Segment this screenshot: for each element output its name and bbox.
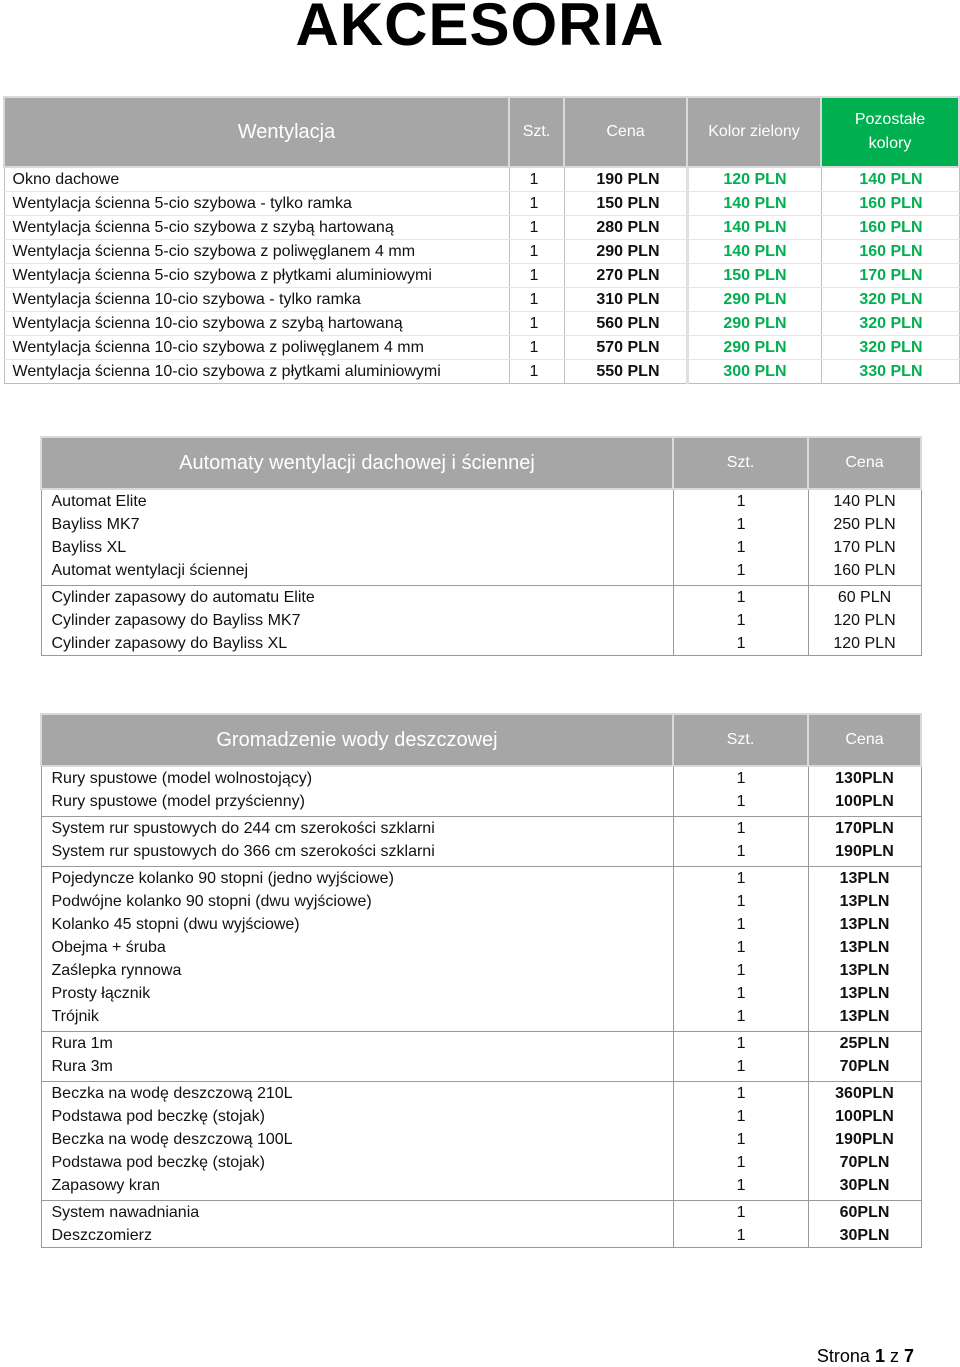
footer-page: 1 bbox=[874, 1346, 885, 1366]
item-name: Bayliss MK7 bbox=[41, 513, 673, 536]
item-qty: 1 bbox=[673, 1128, 808, 1151]
item-qty: 1 bbox=[673, 609, 808, 632]
rainwater-header-row bbox=[41, 714, 921, 766]
item-price: 60PLN bbox=[808, 1201, 921, 1225]
item-price: 570 PLN bbox=[564, 336, 687, 360]
item-price: 150 PLN bbox=[564, 192, 687, 216]
item-qty: 1 bbox=[673, 1174, 808, 1197]
item-qty: 1 bbox=[509, 336, 564, 360]
table-row bbox=[41, 489, 921, 513]
item-price: 250 PLN bbox=[808, 513, 921, 536]
item-name: Zaślepka rynnowa bbox=[41, 959, 673, 982]
table-row bbox=[4, 336, 959, 360]
item-qty: 1 bbox=[673, 817, 808, 841]
table-row bbox=[4, 240, 959, 264]
item-price: 70PLN bbox=[808, 1151, 921, 1174]
item-name: Deszczomierz bbox=[41, 1224, 673, 1248]
table-row bbox=[41, 890, 921, 913]
item-price: 30PLN bbox=[808, 1174, 921, 1197]
item-green-price: 140 PLN bbox=[687, 240, 821, 264]
ventilation-header-other: Pozostałe kolory bbox=[821, 97, 959, 167]
ventilation-header-qty: Szt. bbox=[509, 97, 564, 167]
item-other-price: 330 PLN bbox=[821, 360, 959, 384]
footer-middle: z bbox=[889, 1346, 899, 1366]
table-row bbox=[4, 216, 959, 240]
item-other-price: 160 PLN bbox=[821, 240, 959, 264]
table-row bbox=[41, 632, 921, 656]
item-qty: 1 bbox=[673, 840, 808, 863]
table-row bbox=[41, 840, 921, 863]
item-price: 120 PLN bbox=[808, 632, 921, 656]
item-name: Zapasowy kran bbox=[41, 1174, 673, 1197]
item-name: Wentylacja ścienna 10-cio szybowa z poliwęglanem 4 mm bbox=[4, 336, 509, 360]
item-name: Wentylacja ścienna 5-cio szybowa - tylko ramka bbox=[4, 192, 509, 216]
item-qty: 1 bbox=[509, 192, 564, 216]
item-other-price: 320 PLN bbox=[821, 288, 959, 312]
table-row bbox=[41, 766, 921, 790]
table-row bbox=[4, 167, 959, 192]
page-title: AKCESORIA bbox=[295, 0, 665, 58]
rainwater-header-qty: Szt. bbox=[673, 714, 808, 766]
item-name: Wentylacja ścienna 10-cio szybowa z szybą hartowaną bbox=[4, 312, 509, 336]
item-qty: 1 bbox=[673, 536, 808, 559]
table-row bbox=[41, 867, 921, 891]
item-qty: 1 bbox=[509, 167, 564, 192]
item-green-price: 290 PLN bbox=[687, 312, 821, 336]
item-name: Okno dachowe bbox=[4, 167, 509, 192]
item-price: 160 PLN bbox=[808, 559, 921, 582]
item-name: Beczka na wodę deszczową 100L bbox=[41, 1128, 673, 1151]
item-price: 560 PLN bbox=[564, 312, 687, 336]
item-name: Wentylacja ścienna 10-cio szybowa z płytkami aluminiowymi bbox=[4, 360, 509, 384]
item-price: 13PLN bbox=[808, 867, 921, 891]
item-name: System rur spustowych do 244 cm szerokości szklarni bbox=[41, 817, 673, 841]
table-row bbox=[4, 264, 959, 288]
table-row bbox=[41, 959, 921, 982]
table-row bbox=[41, 1055, 921, 1078]
item-other-price: 160 PLN bbox=[821, 192, 959, 216]
page-footer bbox=[817, 1346, 914, 1367]
item-qty: 1 bbox=[673, 1005, 808, 1028]
table-row bbox=[4, 360, 959, 384]
table-row bbox=[4, 288, 959, 312]
item-price: 550 PLN bbox=[564, 360, 687, 384]
item-price: 120 PLN bbox=[808, 609, 921, 632]
item-price: 170 PLN bbox=[808, 536, 921, 559]
item-price: 70PLN bbox=[808, 1055, 921, 1078]
item-name: Cylinder zapasowy do Bayliss MK7 bbox=[41, 609, 673, 632]
item-name: Cylinder zapasowy do automatu Elite bbox=[41, 586, 673, 610]
item-green-price: 120 PLN bbox=[687, 167, 821, 192]
automats-header-name: Automaty wentylacji dachowej i ściennej bbox=[41, 437, 673, 489]
item-qty: 1 bbox=[509, 288, 564, 312]
item-other-price: 160 PLN bbox=[821, 216, 959, 240]
item-qty: 1 bbox=[673, 913, 808, 936]
table-row bbox=[41, 1005, 921, 1028]
item-price: 13PLN bbox=[808, 890, 921, 913]
item-qty: 1 bbox=[509, 312, 564, 336]
item-price: 13PLN bbox=[808, 982, 921, 1005]
rainwater-table bbox=[40, 713, 922, 1248]
table-row bbox=[41, 913, 921, 936]
table-row bbox=[41, 936, 921, 959]
item-qty: 1 bbox=[673, 1055, 808, 1078]
item-qty: 1 bbox=[673, 1201, 808, 1225]
item-price: 310 PLN bbox=[564, 288, 687, 312]
table-row bbox=[41, 1105, 921, 1128]
table-row bbox=[41, 1082, 921, 1106]
rainwater-header-name: Gromadzenie wody deszczowej bbox=[41, 714, 673, 766]
item-name: Prosty łącznik bbox=[41, 982, 673, 1005]
item-other-price: 320 PLN bbox=[821, 336, 959, 360]
item-qty: 1 bbox=[673, 586, 808, 610]
table-row bbox=[41, 790, 921, 813]
item-qty: 1 bbox=[673, 890, 808, 913]
item-price: 100PLN bbox=[808, 790, 921, 813]
item-price: 13PLN bbox=[808, 1005, 921, 1028]
table-row bbox=[41, 1224, 921, 1248]
ventilation-header-name: Wentylacja bbox=[4, 97, 509, 167]
table-row bbox=[41, 817, 921, 841]
item-qty: 1 bbox=[673, 632, 808, 656]
item-qty: 1 bbox=[673, 982, 808, 1005]
item-qty: 1 bbox=[509, 240, 564, 264]
item-qty: 1 bbox=[509, 216, 564, 240]
item-qty: 1 bbox=[673, 513, 808, 536]
item-name: Obejma + śruba bbox=[41, 936, 673, 959]
item-name: Rura 1m bbox=[41, 1032, 673, 1056]
item-price: 190 PLN bbox=[564, 167, 687, 192]
table-row bbox=[41, 1174, 921, 1197]
table-row bbox=[41, 536, 921, 559]
item-price: 360PLN bbox=[808, 1082, 921, 1106]
ventilation-header-price: Cena bbox=[564, 97, 687, 167]
item-price: 190PLN bbox=[808, 840, 921, 863]
item-other-price: 320 PLN bbox=[821, 312, 959, 336]
item-name: Wentylacja ścienna 10-cio szybowa - tylko ramka bbox=[4, 288, 509, 312]
table-row bbox=[41, 1032, 921, 1056]
rainwater-header-price: Cena bbox=[808, 714, 921, 766]
item-name: Podwójne kolanko 90 stopni (dwu wyjściowe) bbox=[41, 890, 673, 913]
item-green-price: 140 PLN bbox=[687, 216, 821, 240]
table-row bbox=[41, 1128, 921, 1151]
item-price: 270 PLN bbox=[564, 264, 687, 288]
item-price: 280 PLN bbox=[564, 216, 687, 240]
automats-header-row bbox=[41, 437, 921, 489]
item-name: Kolanko 45 stopni (dwu wyjściowe) bbox=[41, 913, 673, 936]
table-row bbox=[41, 982, 921, 1005]
ventilation-header-green: Kolor zielony bbox=[687, 97, 821, 167]
item-qty: 1 bbox=[673, 1224, 808, 1248]
item-name: Wentylacja ścienna 5-cio szybowa z płytkami aluminiowymi bbox=[4, 264, 509, 288]
item-qty: 1 bbox=[673, 489, 808, 513]
automats-table bbox=[40, 436, 922, 656]
item-name: Pojedyncze kolanko 90 stopni (jedno wyjściowe) bbox=[41, 867, 673, 891]
item-name: Cylinder zapasowy do Bayliss XL bbox=[41, 632, 673, 656]
item-other-price: 170 PLN bbox=[821, 264, 959, 288]
item-qty: 1 bbox=[509, 264, 564, 288]
item-name: Automat Elite bbox=[41, 489, 673, 513]
item-name: System rur spustowych do 366 cm szerokości szklarni bbox=[41, 840, 673, 863]
table-row bbox=[41, 1201, 921, 1225]
item-qty: 1 bbox=[673, 1105, 808, 1128]
automats-header-price: Cena bbox=[808, 437, 921, 489]
item-other-price: 140 PLN bbox=[821, 167, 959, 192]
item-qty: 1 bbox=[673, 1082, 808, 1106]
table-row bbox=[41, 1151, 921, 1174]
table-row bbox=[41, 559, 921, 582]
item-price: 140 PLN bbox=[808, 489, 921, 513]
item-qty: 1 bbox=[673, 959, 808, 982]
item-name: Wentylacja ścienna 5-cio szybowa z szybą hartowaną bbox=[4, 216, 509, 240]
item-qty: 1 bbox=[673, 559, 808, 582]
item-price: 13PLN bbox=[808, 913, 921, 936]
item-qty: 1 bbox=[673, 1151, 808, 1174]
item-price: 190PLN bbox=[808, 1128, 921, 1151]
item-name: Automat wentylacji ściennej bbox=[41, 559, 673, 582]
item-name: Podstawa pod beczkę (stojak) bbox=[41, 1151, 673, 1174]
table-row bbox=[41, 513, 921, 536]
item-price: 170PLN bbox=[808, 817, 921, 841]
item-name: System nawadniania bbox=[41, 1201, 673, 1225]
item-name: Beczka na wodę deszczową 210L bbox=[41, 1082, 673, 1106]
item-price: 13PLN bbox=[808, 959, 921, 982]
item-qty: 1 bbox=[673, 790, 808, 813]
item-qty: 1 bbox=[673, 936, 808, 959]
ventilation-table bbox=[3, 96, 960, 384]
item-price: 130PLN bbox=[808, 766, 921, 790]
item-qty: 1 bbox=[673, 1032, 808, 1056]
table-row bbox=[4, 312, 959, 336]
ventilation-header-row bbox=[4, 97, 959, 167]
item-green-price: 290 PLN bbox=[687, 336, 821, 360]
item-green-price: 140 PLN bbox=[687, 192, 821, 216]
table-row bbox=[4, 192, 959, 216]
table-row bbox=[41, 609, 921, 632]
item-name: Podstawa pod beczkę (stojak) bbox=[41, 1105, 673, 1128]
item-price: 13PLN bbox=[808, 936, 921, 959]
item-qty: 1 bbox=[673, 867, 808, 891]
automats-header-qty: Szt. bbox=[673, 437, 808, 489]
item-name: Rura 3m bbox=[41, 1055, 673, 1078]
item-qty: 1 bbox=[673, 766, 808, 790]
item-price: 30PLN bbox=[808, 1224, 921, 1248]
item-price: 100PLN bbox=[808, 1105, 921, 1128]
item-name: Bayliss XL bbox=[41, 536, 673, 559]
item-name: Trójnik bbox=[41, 1005, 673, 1028]
item-qty: 1 bbox=[509, 360, 564, 384]
item-price: 60 PLN bbox=[808, 586, 921, 610]
item-price: 290 PLN bbox=[564, 240, 687, 264]
table-row bbox=[41, 586, 921, 610]
footer-total: 7 bbox=[903, 1346, 914, 1366]
item-name: Rury spustowe (model przyścienny) bbox=[41, 790, 673, 813]
item-green-price: 290 PLN bbox=[687, 288, 821, 312]
item-name: Rury spustowe (model wolnostojący) bbox=[41, 766, 673, 790]
item-price: 25PLN bbox=[808, 1032, 921, 1056]
item-green-price: 300 PLN bbox=[687, 360, 821, 384]
item-name: Wentylacja ścienna 5-cio szybowa z poliwęglanem 4 mm bbox=[4, 240, 509, 264]
footer-prefix: Strona bbox=[816, 1346, 870, 1366]
item-green-price: 150 PLN bbox=[687, 264, 821, 288]
